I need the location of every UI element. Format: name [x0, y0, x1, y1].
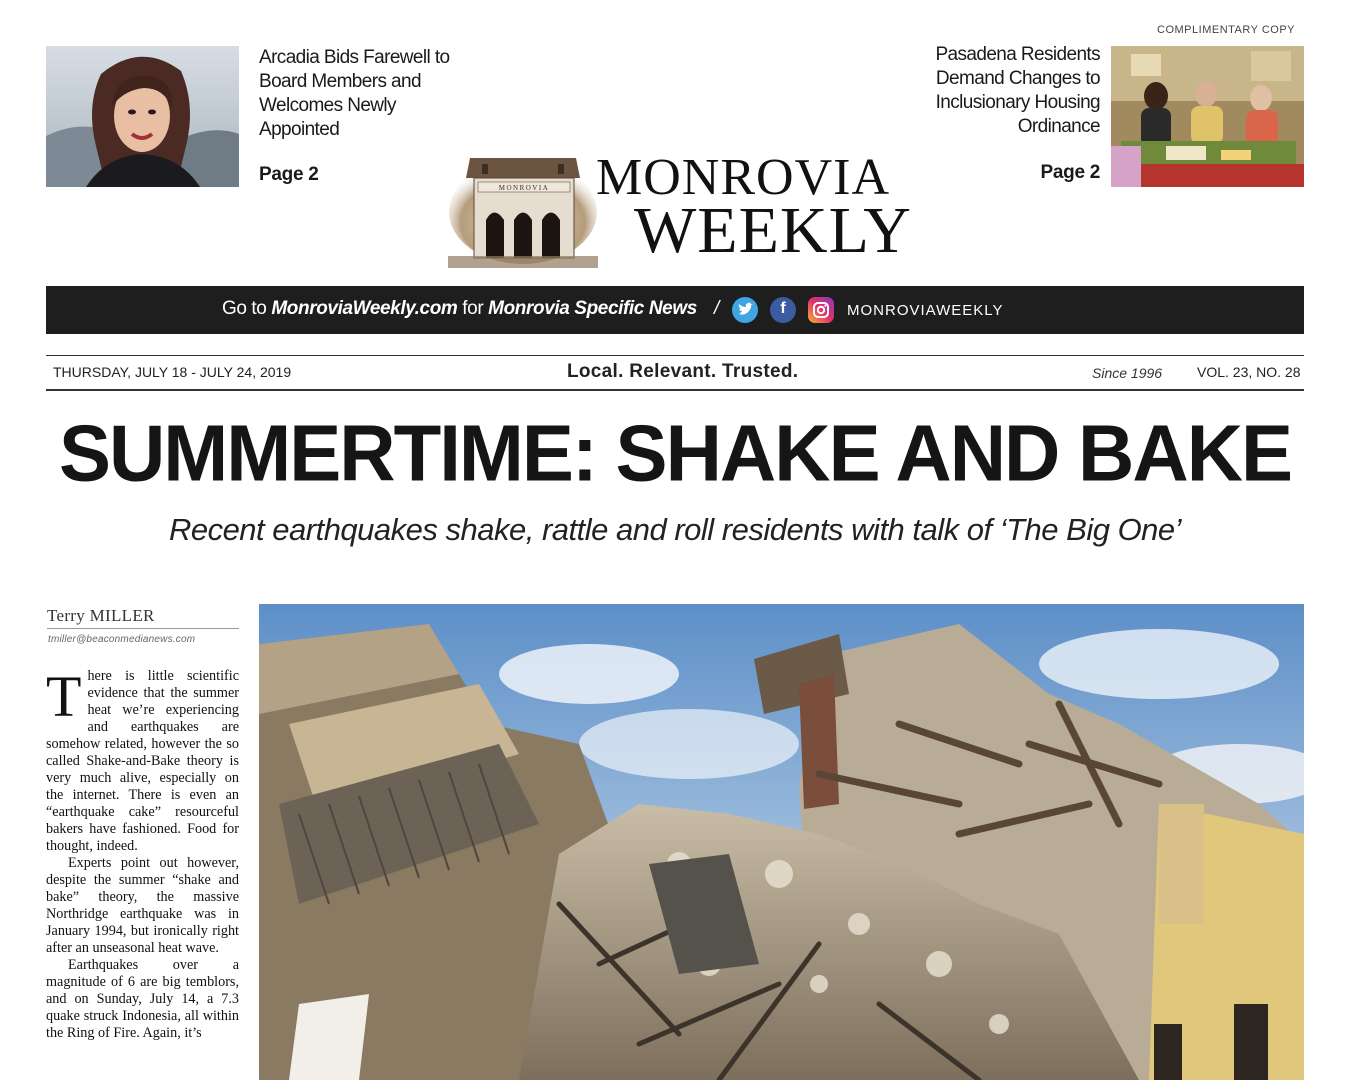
- twitter-icon[interactable]: [732, 297, 758, 323]
- promo-go-to: Go to: [222, 298, 267, 319]
- slogan: Local. Relevant. Trusted.: [567, 361, 799, 382]
- building-sign-text: MONROVIA: [498, 184, 550, 192]
- masthead-title-line1: MONROVIA: [596, 149, 890, 206]
- teaser-headline-left[interactable]: Arcadia Bids Farewell to Board Members and Welcomes Newly Appointed: [259, 47, 450, 140]
- teaser-headline-right[interactable]: Pasadena Residents Demand Changes to Inclusionary Housing Ordinance: [935, 44, 1100, 137]
- main-photo-earthquake-rubble[interactable]: [259, 604, 1304, 1080]
- since-year: Since 1996: [1092, 365, 1163, 381]
- masthead-building-logo[interactable]: [448, 150, 598, 268]
- promo-for: for: [462, 298, 484, 319]
- complimentary-copy-label: COMPLIMENTARY COPY: [1157, 24, 1295, 36]
- subheadline: Recent earthquakes shake, rattle and roll residents with talk of ‘The Big One’: [168, 512, 1182, 547]
- promo-bar: [46, 286, 1304, 334]
- promo-specific-news: Monrovia Specific News: [488, 298, 697, 319]
- issue-date: THURSDAY, JULY 18 - JULY 24, 2019: [53, 364, 292, 380]
- masthead-title-line2: WEEKLY: [634, 194, 912, 267]
- social-handle[interactable]: MONROVIAWEEKLY: [847, 302, 1004, 319]
- teaser-photo-left[interactable]: [46, 46, 239, 187]
- teaser-page-right[interactable]: Page 2: [1040, 162, 1100, 183]
- facebook-glyph: f: [780, 300, 786, 317]
- facebook-icon[interactable]: [770, 297, 796, 323]
- dateline-rule-bottom: [46, 389, 1304, 391]
- article-body: [46, 664, 239, 1042]
- drop-cap: T: [46, 664, 82, 729]
- instagram-icon[interactable]: [808, 297, 834, 323]
- promo-text[interactable]: [222, 298, 697, 320]
- byline-email[interactable]: tmiller@beaconmedianews.com: [48, 634, 196, 645]
- teaser-photo-right[interactable]: [1111, 46, 1304, 187]
- article-paragraph-1-text: here is little scientific evidence that the summer heat we’re experiencing and earthquakes are somehow related, however the so called Shake-and-Bake theory is very much alive, especially on the internet. There is even an “earthquake cake” resourceful bakers have fashioned. Food for thought, indeed.: [46, 668, 239, 854]
- dateline-rule-top: [46, 355, 1304, 356]
- article-paragraph-1: [46, 664, 239, 855]
- article-paragraph-3: Earthquakes over a magnitude of 6 are big temblors, and on Sunday, July 14, a 7.3 quake struck Indonesia, all within the Ring of Fire. Again, it’s: [46, 957, 239, 1041]
- article-paragraph-2: Experts point out however, despite the summer “shake and bake” theory, the massive Northridge earthquake was in January 1994, but ironically right after an unseasonal heat wave.: [46, 855, 239, 956]
- byline-rule: [47, 628, 239, 629]
- promo-slash: /: [714, 298, 720, 319]
- main-headline[interactable]: SUMMERTIME: SHAKE AND BAKE: [58, 408, 1292, 498]
- byline-author: Terry MILLER: [47, 606, 155, 625]
- promo-site-link[interactable]: MonroviaWeekly.com: [271, 298, 458, 319]
- volume-number: VOL. 23, NO. 28: [1197, 364, 1301, 380]
- teaser-page-left[interactable]: Page 2: [259, 164, 319, 185]
